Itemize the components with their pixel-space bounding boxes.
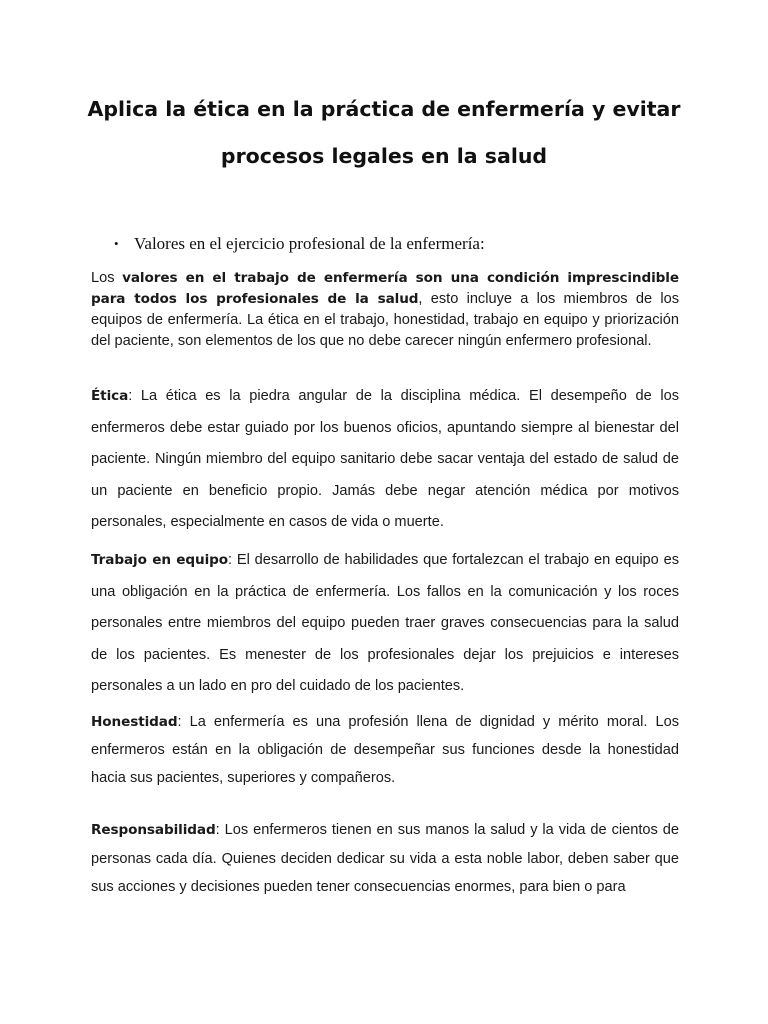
term-responsabilidad: Responsabilidad bbox=[91, 822, 216, 838]
bullet-icon: • bbox=[114, 236, 119, 251]
paragraph-honestidad bbox=[91, 708, 679, 792]
text-etica: : La ética es la piedra angular de la disciplina médica. El desempeño de los enfermeros debe estar guiado por los buenos oficios, apuntando siempre al bienestar del paciente. Ningún miembro del equipo sanitario debe sacar ventaja del estado de salud de un paciente en beneficio propio. Jamás debe negar atención médica por motivos personales, especialmente en casos de vida o muerte. bbox=[91, 388, 679, 530]
term-etica: Ética bbox=[91, 388, 129, 404]
term-honestidad: Honestidad bbox=[91, 714, 178, 730]
text-trabajo-en-equipo: : El desarrollo de habilidades que fortalezcan el trabajo en equipo es una obligación en la práctica de enfermería. Los fallos en la comunicación y los roces personales entre miembros del equipo pueden traer graves consecuencias para la salud de los pacientes. Es menester de los profesionales dejar los prejuicios e intereses personales a un lado en pro del cuidado de los pacientes. bbox=[91, 552, 679, 694]
term-trabajo-en-equipo: Trabajo en equipo bbox=[91, 552, 229, 568]
intro-paragraph bbox=[91, 268, 679, 352]
paragraph-etica bbox=[91, 381, 679, 539]
text-responsabilidad: : Los enfermeros tienen en sus manos la salud y la vida de cientos de personas cada día. Quienes deciden dedicar su vida a esta noble labor, deben saber que sus acciones y decisiones pueden tener consecuencias enormes, para bien o para bbox=[91, 822, 679, 895]
section-heading-text: Valores en el ejercicio profesional de la enfermería: bbox=[134, 234, 485, 253]
intro-bold: valores en el trabajo de enfermería son una condición imprescindible para todos los profesionales de la salud bbox=[91, 270, 679, 307]
text-honestidad: : La enfermería es una profesión llena de dignidad y mérito moral. Los enfermeros están en la obligación de desempeñar sus funciones desde la honestidad hacia sus pacientes, superiores y compañeros. bbox=[91, 714, 679, 786]
section-heading bbox=[114, 232, 485, 256]
intro-lead: Los bbox=[91, 270, 123, 286]
paragraph-responsabilidad bbox=[91, 816, 679, 902]
paragraph-trabajo-en-equipo bbox=[91, 545, 679, 703]
intro-rest: , esto incluye a los miembros de los equipos de enfermería. La ética en el trabajo, honestidad, trabajo en equipo y priorización del paciente, son elementos de los que no debe carecer ningún enfermero profesional. bbox=[91, 291, 680, 349]
document-title: Aplica la ética en la práctica de enfermería y evitar procesos legales en la salud bbox=[87, 97, 681, 168]
